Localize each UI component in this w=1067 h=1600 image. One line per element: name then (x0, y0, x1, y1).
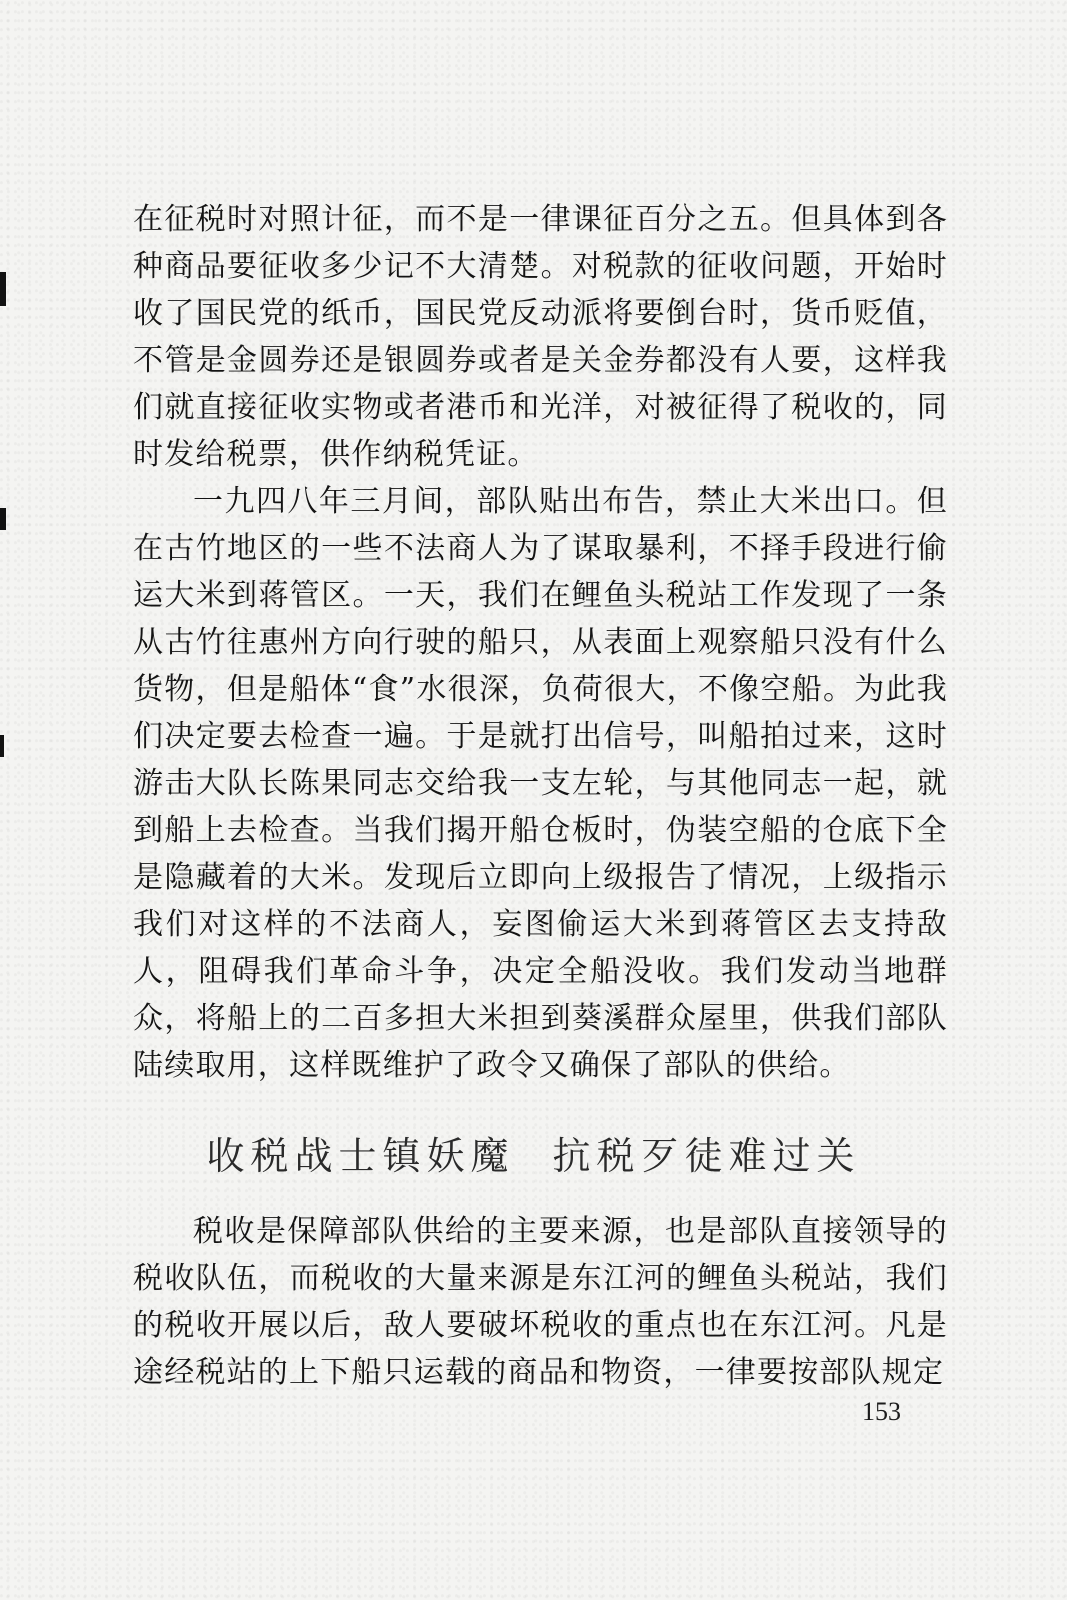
section-heading: 收税战士镇妖魔 抗税歹徒难过关 (206, 1134, 861, 1178)
paragraph: 一九四八年三月间，部队贴出布告，禁止大米出口。但在古竹地区的一些不法商人为了谋取暴利，不择手段进行偷运大米到蒋管区。一天，我们在鲤鱼头税站工作发现了一条从古竹往惠州方向行驶的船只，从表面上观察船只没有什么货物，但是船体“食”水很深，负荷很大，不像空船。为此我们决定要去检查一遍。于是就打出信号，叫船拍过来，这时游击大队长陈果同志交给我一支左轮，与其他同志一起，就到船上去检查。当我们揭开船仓板时，伪装空船的仓底下全是隐藏着的大米。发现后立即向上级报告了情况，上级指示我们对这样的不法商人，妄图偷运大米到蒋管区去支持敌人，阻碍我们革命斗争，决定全船没收。我们发动当地群众，将船上的二百多担大米担到葵溪群众屋里，供我们部队陆续取用，这样既维护了政令又确保了部队的供给。 (133, 484, 948, 1083)
scan-edge-mark (0, 508, 6, 530)
body-text-top (133, 196, 948, 1089)
scan-edge-mark (0, 735, 4, 757)
page-number: 153 (862, 1397, 901, 1426)
scan-edge-mark (0, 272, 6, 306)
paragraph-continued: 在征税时对照计征，而不是一律课征百分之五。但具体到各种商品要征收多少记不大清楚。对税款的征收问题，开始时收了国民党的纸币，国民党反动派将要倒台时，货币贬值，不管是金圆券还是银圆券或者是关金券都没有人要，这样我们就直接征收实物或者港币和光洋，对被征得了税收的，同时发给税票，供作纳税凭证。 (133, 202, 948, 472)
body-text-bottom (133, 1208, 948, 1396)
paragraph: 税收是保障部队供给的主要来源，也是部队直接领导的税收队伍，而税收的大量来源是东江河的鲤鱼头税站，我们的税收开展以后，敌人要破坏税收的重点也在东江河。凡是途经税站的上下船只运载的商品和物资，一律要按部队规定 (133, 1214, 948, 1390)
